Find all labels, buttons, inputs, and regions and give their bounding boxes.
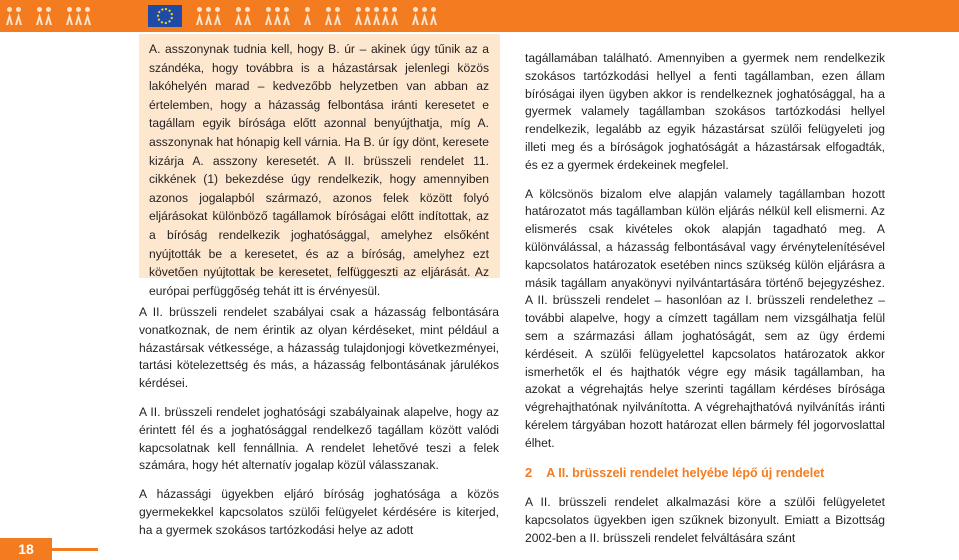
paragraph: tagállamában található. Amennyiben a gyermek nem rendelkezik szokásos tartózkodási hellyel a fenti tagállamban, ezen állam bíróságai ilyen ügyben akkor is rendelkeznek joghatósággal, ha a gyermek valamely tagállamban szokásos tartózkodási hellyel rendelkezik, legalább az egyik házastársat szülői felügyeleti jog illeti meg és a bíróságok joghatóságát a házastársak elfogadták, és ez a gyermek érdekeinek megfelel. xyxy=(525,51,885,172)
footer-rule xyxy=(52,548,98,551)
page-number: 18 xyxy=(18,541,34,557)
header-banner xyxy=(0,0,959,32)
eu-flag-icon xyxy=(148,5,182,27)
highlight-box-text: A. asszonynak tudnia kell, hogy B. úr – akinek úgy tűnik az a szándéka, hogy továbbra is a házastársak jelenlegi közös lakóhelyén marad – kedvezőbb helyzetben van abban az értelemben, hogy a házasság felbontása iránti keresetet e tagállam egyik bírósága előtt azonnal benyújthatja, míg A. asszonynak hat hónapig kell várnia. Ha B. úr így dönt, keresete kizárja A. asszony keresetét. A II. brüsszeli rendelet 11. cikkének (1) bekezdése úgy rendelkezik, hogy amennyiben azonos jogalapból származó, azonos felek között folyó eljárásokat különböző tagállamok bíróságai előtt indítottak, az a bíróság rendelkezik joghatósággal, amelyhez elsőként nyújtották be a keresetet, és az a bíróság, amelyhez ezt követően nyújtottak be keresetet, felfüggeszti az eljárását. Az európai perfüggőség tehát itt is érvényesül. xyxy=(149,42,489,298)
section-number: 2 xyxy=(525,464,533,480)
paragraph: A II. brüsszeli rendelet alkalmazási köre a szülői felügyeletet kapcsolatos ügyekben igen szűknek bizonyult. Emiatt a Bizottság 2002-ben a II. brüsszeli rendelet felváltására szánt xyxy=(525,495,885,545)
section-heading xyxy=(525,464,885,483)
section-title: A II. brüsszeli rendelet helyébe lépő új rendelet xyxy=(546,465,825,480)
paragraph: A II. brüsszeli rendelet szabályai csak a házasság felbontására vonatkoznak, de nem érintik az olyan kérdéseket, mint például a házastársak vétkessége, a házasság tulajdonjogi következményei, tartási kötelezettség és más, a házasság felbontásának járulékos kérdései. xyxy=(139,305,499,391)
left-column xyxy=(139,304,499,551)
paragraph: A házassági ügyekben eljáró bíróság joghatósága a közös gyermekekkel kapcsolatos szülői felügyelet kérdésére is kiterjed, ha a gyermek szokásos tartózkodási helye az adott xyxy=(139,487,499,537)
paragraph: A kölcsönös bizalom elve alapján valamely tagállamban hozott határozatot más tagállamban külön eljárás nélkül kell elismerni. Az elismerés csak kivételes okok alapján tagadható meg. A különválással, a házasság felbontásával vagy érvénytelenítésével kapcsolatos határozatok esetében nincs szükség külön eljárásra a másik tagállam anyakönyvi nyilvántartására történő bejegyzéshez. A II. brüsszeli rendelet – hasonlóan az I. brüsszeli rendelethez – további alapelve, hogy a címzett tagállam nem vizsgálhatja felül sem a származási állam joghatóságát, sem az ügy érdemi kérdéseit. A szülői felügyelettel kapcsolatos határozatok akkor ismerhetők el és hajthatók végre egy másik tagállamban, ha azokat a végrehajtás helye szerinti tagállam kérdéses bírósága végrehajthatónak nyilvánította. A végrehajthatóvá nyilvánítás iránti kérelem tárgyában hozott határozat ellen bármely fél jogorvoslattal élhet. xyxy=(525,186,885,450)
right-column xyxy=(525,50,885,559)
paragraph: A II. brüsszeli rendelet joghatósági szabályainak alapelve, hogy az érintett fél és a joghatósággal rendelkező tagállam között valódi kapcsolatnak kell fennállnia. A rendelet lehetővé teszi a felek számára, hogy hét alternatív jogalap közül válasszanak. xyxy=(139,404,499,473)
